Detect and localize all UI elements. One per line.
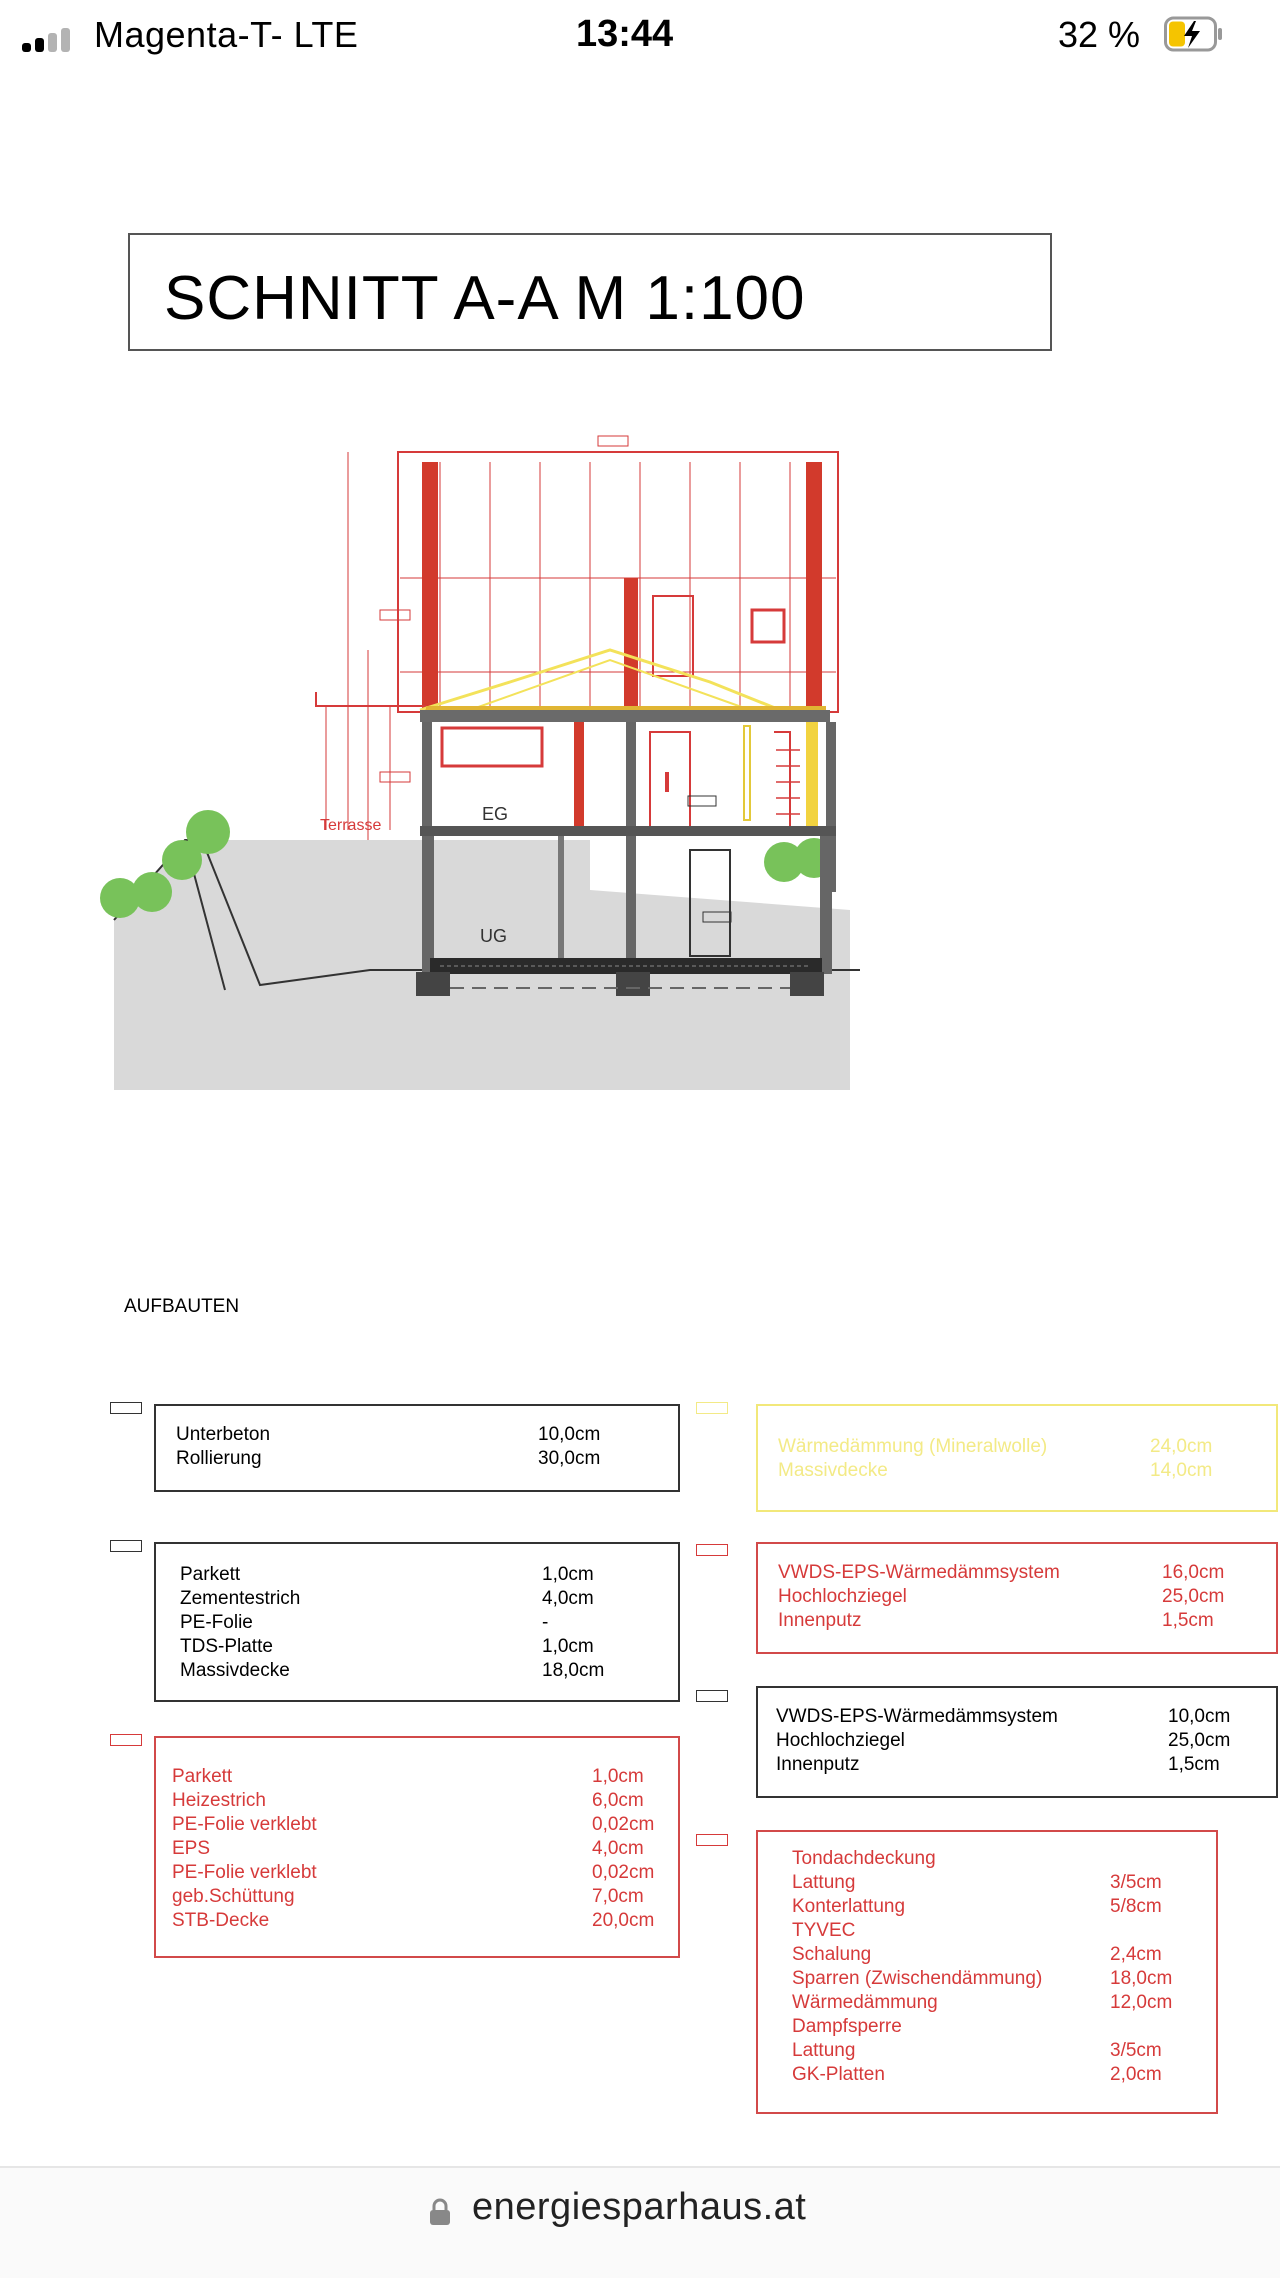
terrace-label: Terrasse [320, 817, 382, 834]
layer-row: Konterlattung 5/8cm [792, 1896, 1162, 1917]
layer-row: TYVEC [792, 1920, 856, 1941]
layer-box-vwds-10 [756, 1686, 1278, 1798]
layer-tag [110, 1734, 142, 1746]
layer-tag [696, 1834, 728, 1846]
layer-row: Unterbeton 10,0cm [176, 1424, 601, 1445]
layer-row: VWDS-EPS-Wärmedämmsystem 16,0cm [778, 1562, 1225, 1583]
layer-row: Rollierung 30,0cm [176, 1448, 601, 1469]
layer-row: Hochlochziegel 25,0cm [778, 1586, 1225, 1607]
layer-row: PE-Folie - [180, 1612, 549, 1633]
layer-tag [696, 1690, 728, 1702]
layer-row: Parkett 1,0cm [180, 1564, 594, 1585]
layer-row: Hochlochziegel 25,0cm [776, 1730, 1231, 1751]
drawing-title-box [128, 233, 1052, 351]
layer-tag [696, 1402, 728, 1414]
ug-label: UG [480, 926, 507, 946]
browser-url-bar[interactable] [0, 2166, 1280, 2278]
layer-row: Lattung 3/5cm [792, 1872, 1162, 1893]
layer-row: GK-Platten 2,0cm [792, 2064, 1162, 2085]
layer-row: Dampfsperre [792, 2016, 902, 2037]
layer-tag [110, 1402, 142, 1414]
battery-charging-icon [1164, 16, 1224, 52]
clock: 13:44 [576, 13, 674, 55]
status-bar [0, 0, 1280, 70]
layer-row: PE-Folie verklebt 0,02cm [172, 1862, 655, 1883]
layer-row: Lattung 3/5cm [792, 2040, 1162, 2061]
layer-box-dach [756, 1830, 1218, 2114]
layer-row: Massivdecke 14,0cm [778, 1460, 1213, 1481]
layer-row: Massivdecke 18,0cm [180, 1660, 605, 1681]
layer-row: TDS-Platte 1,0cm [180, 1636, 594, 1657]
layer-row: Schalung 2,4cm [792, 1944, 1162, 1965]
layer-row: Tondachdeckung [792, 1848, 936, 1869]
layer-row: EPS 4,0cm [172, 1838, 644, 1859]
aufbauten-heading: AUFBAUTEN [124, 1296, 240, 1317]
layer-row: PE-Folie verklebt 0,02cm [172, 1814, 655, 1835]
layer-box-parkett-stb-decke [154, 1736, 680, 1958]
layer-row: Wärmedämmung (Mineralwolle) 24,0cm [778, 1436, 1213, 1457]
layer-row: Parkett 1,0cm [172, 1766, 644, 1787]
url-text[interactable]: energiesparhaus.at [472, 2186, 807, 2228]
battery-percentage: 32 % [1058, 14, 1141, 55]
layer-row: Zementestrich 4,0cm [180, 1588, 594, 1609]
layer-row: Heizestrich 6,0cm [172, 1790, 644, 1811]
layer-box-parkett-massivdecke [154, 1542, 680, 1702]
layer-row: Sparren (Zwischendämmung) 18,0cm [792, 1968, 1173, 1989]
layer-tag [110, 1540, 142, 1552]
carrier-label: Magenta-T- LTE [94, 14, 359, 55]
drawing-title: SCHNITT A-A M 1:100 [164, 264, 806, 333]
lock-icon [429, 2198, 451, 2226]
layer-row: Innenputz 1,5cm [778, 1610, 1214, 1631]
layer-box-unterbeton [154, 1404, 680, 1492]
section-drawing [90, 410, 880, 1090]
layer-tag [696, 1544, 728, 1556]
layer-row: geb.Schüttung 7,0cm [172, 1886, 644, 1907]
layer-row: Wärmedämmung 12,0cm [792, 1992, 1173, 2013]
eg-label: EG [482, 804, 509, 824]
signal-strength-icon [22, 28, 82, 52]
layer-box-vwds-16 [756, 1542, 1278, 1654]
layer-box-waermedaemmung [756, 1404, 1278, 1512]
layer-row: Innenputz 1,5cm [776, 1754, 1220, 1775]
layer-row: VWDS-EPS-Wärmedämmsystem 10,0cm [776, 1706, 1231, 1727]
layer-row: STB-Decke 20,0cm [172, 1910, 655, 1931]
